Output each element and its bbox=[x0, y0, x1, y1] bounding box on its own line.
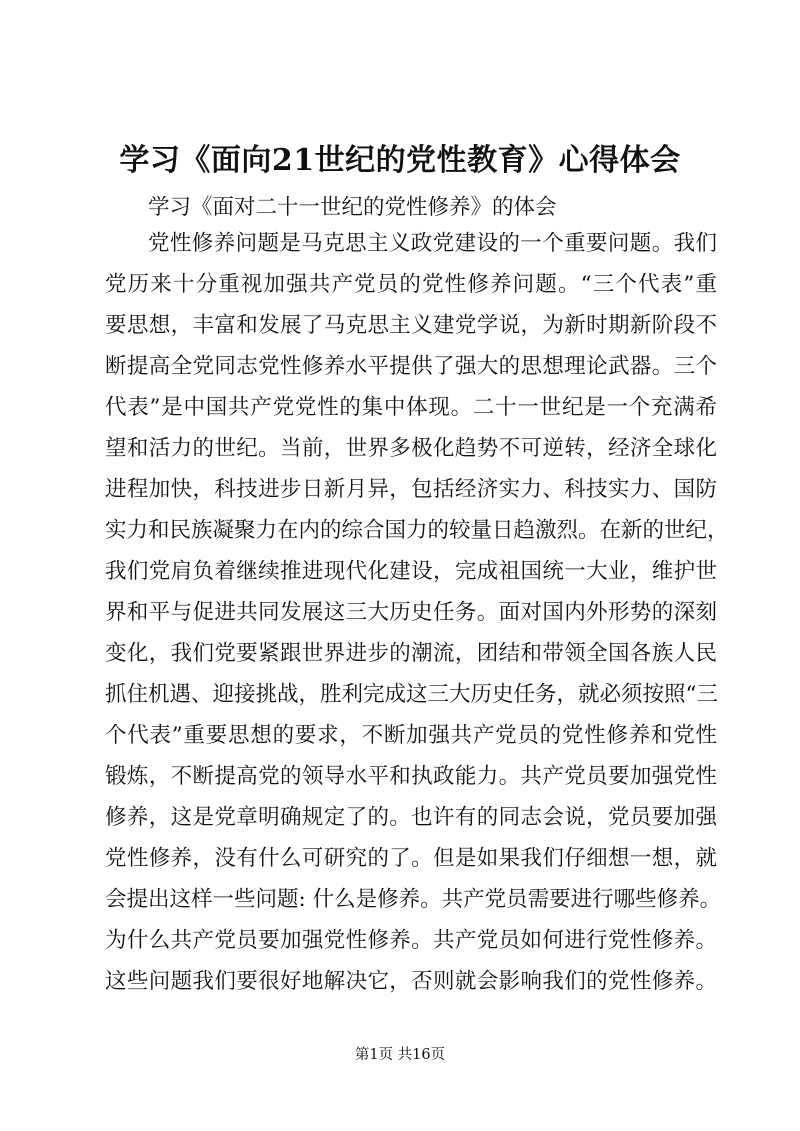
document-subtitle: 学习《面对二十一世纪的党性修养》的体会 bbox=[148, 195, 557, 220]
paragraph-line: 抓住机遇、迎接挑战，胜利完成这三大历史任务，就必须按照“三 bbox=[105, 682, 718, 707]
document-title: 学习《面向21世纪的党性教育》心得体会 bbox=[119, 143, 681, 178]
paragraph-line: 进程加快，科技进步日新月异，包括经济实力、科技实力、国防 bbox=[105, 477, 717, 502]
paragraph-line: 党历来十分重视加强共产党员的党性修养问题。“三个代表”重 bbox=[105, 272, 717, 297]
paragraph-line: 修养，这是党章明确规定了的。也许有的同志会说，党员要加强 bbox=[105, 805, 717, 830]
paragraph-line: 要思想，丰富和发展了马克思主义建党学说，为新时期新阶段不 bbox=[105, 313, 717, 338]
paragraph-line: 这些问题我们要很好地解决它，否则就会影响我们的党性修养。 bbox=[105, 969, 717, 994]
paragraph-line: 变化，我们党要紧跟世界进步的潮流，团结和带领全国各族人民 bbox=[105, 641, 717, 666]
paragraph-line: 锻炼，不断提高党的领导水平和执政能力。共产党员要加强党性 bbox=[105, 764, 717, 789]
paragraph-line: 界和平与促进共同发展这三大历史任务。面对国内外形势的深刻 bbox=[105, 600, 717, 625]
paragraph-line: 望和活力的世纪。当前，世界多极化趋势不可逆转，经济全球化 bbox=[105, 436, 717, 461]
paragraph-line: 为什么共产党员要加强党性修养。共产党员如何进行党性修养。 bbox=[105, 928, 717, 953]
paragraph-line: 代表”是中国共产党党性的集中体现。二十一世纪是一个充满希 bbox=[105, 395, 717, 420]
paragraph-line: 断提高全党同志党性修养水平提供了强大的思想理论武器。三个 bbox=[105, 354, 717, 379]
paragraph-line: 个代表”重要思想的要求，不断加强共产党员的党性修养和党性 bbox=[105, 723, 717, 748]
page-number-footer: 第1页 共16页 bbox=[354, 1047, 446, 1063]
paragraph-line: 会提出这样一些问题: 什么是修养。共产党员需要进行哪些修养。 bbox=[105, 887, 722, 912]
paragraph-line: 实力和民族凝聚力在内的综合国力的较量日趋激烈。在新的世纪， bbox=[105, 518, 729, 543]
paragraph-line: 我们党肩负着继续推进现代化建设，完成祖国统一大业，维护世 bbox=[105, 559, 717, 584]
paragraph-line: 党性修养问题是马克思主义政党建设的一个重要问题。我们 bbox=[148, 231, 717, 256]
paragraph-line: 党性修养，没有什么可研究的了。但是如果我们仔细想一想，就 bbox=[105, 846, 717, 871]
